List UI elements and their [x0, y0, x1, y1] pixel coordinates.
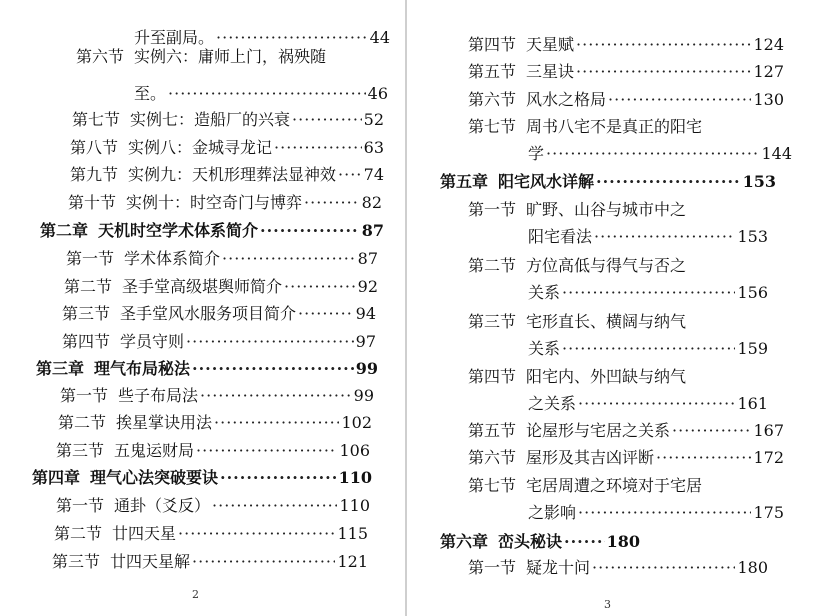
toc-section: 第六章: [440, 532, 489, 551]
toc-page: 180: [606, 532, 640, 551]
toc-entry: [68, 193, 382, 213]
toc-section: 第二节: [468, 256, 517, 275]
toc-page: 115: [337, 524, 368, 543]
leader-dots: [220, 468, 337, 488]
toc-entry: [72, 110, 384, 130]
toc-entry: [468, 256, 686, 276]
toc-entry: [528, 394, 768, 414]
toc-section: 第七节: [72, 110, 121, 129]
toc-title: 关系: [528, 339, 561, 358]
toc-page: 44: [369, 28, 390, 47]
toc-page: 52: [363, 110, 384, 129]
toc-entry: [468, 421, 784, 441]
toc-page: 110: [338, 468, 372, 487]
toc-title: 挨星掌诀用法: [116, 413, 213, 432]
toc-title: 三星诀: [526, 62, 575, 81]
toc-entry: [76, 47, 326, 67]
toc-page: 106: [339, 441, 370, 460]
toc-page: 74: [363, 165, 384, 184]
toc-title: 之关系: [528, 394, 577, 413]
toc-entry: [60, 386, 374, 406]
toc-section: 第三节: [62, 304, 111, 323]
toc-entry: [134, 84, 388, 104]
toc-entry: [468, 62, 784, 82]
toc-entry: [468, 200, 686, 220]
toc-page: 153: [742, 172, 776, 191]
leader-dots: [284, 277, 356, 297]
toc-title: 圣手堂风水服务项目简介: [120, 304, 297, 323]
toc-page: 121: [337, 552, 368, 571]
toc-entry: [62, 304, 376, 324]
toc-title: 些子布局法: [118, 386, 199, 405]
toc-title: 关系: [528, 283, 561, 302]
leader-dots: [578, 503, 751, 523]
leader-dots: [260, 221, 360, 241]
toc-entry: [54, 524, 368, 544]
toc-chapter: [36, 359, 378, 379]
toc-section: 第三节: [468, 312, 517, 331]
leader-dots: [192, 359, 354, 379]
toc-chapter: [40, 221, 384, 241]
toc-page: 87: [357, 249, 378, 268]
toc-entry: [64, 277, 378, 297]
toc-title: 理气布局秘法: [94, 359, 191, 378]
toc-section: 第五节: [468, 421, 517, 440]
toc-section: 第一节: [468, 558, 517, 577]
leader-dots: [304, 193, 360, 213]
leader-dots: [298, 304, 354, 324]
toc-title: 阳宅内、外凹缺与纳气: [526, 367, 687, 386]
toc-entry: [468, 476, 702, 496]
toc-section: 第七节: [468, 117, 517, 136]
toc-chapter: [440, 172, 776, 192]
toc-page: 161: [737, 394, 768, 413]
toc-entry: [468, 117, 702, 137]
toc-section: 第三节: [52, 552, 101, 571]
leader-dots: [564, 532, 605, 552]
toc-section: 第四节: [468, 35, 517, 54]
toc-entry: [528, 503, 784, 523]
toc-title: 方位高低与得气与否之: [526, 256, 687, 275]
toc-title: 学术体系简介: [124, 249, 221, 268]
toc-section: 第五节: [468, 62, 517, 81]
toc-entry: [528, 283, 768, 303]
toc-section: 第二节: [58, 413, 107, 432]
leader-dots: [168, 84, 366, 104]
toc-title: 至。: [134, 84, 167, 103]
toc-title: 风水之格局: [526, 90, 607, 109]
toc-page: 99: [355, 359, 378, 378]
page-number: 3: [604, 598, 611, 611]
toc-section: 第五章: [440, 172, 489, 191]
toc-title: 学: [528, 144, 545, 163]
toc-page: 46: [367, 84, 388, 103]
toc-entry: [468, 35, 784, 55]
toc-page: 110: [339, 496, 370, 515]
toc-title: 宅居周遭之环境对于宅居: [526, 476, 703, 495]
leader-dots: [222, 249, 356, 269]
toc-entry: [52, 552, 368, 572]
toc-entry: [134, 28, 390, 48]
leader-dots: [292, 110, 362, 130]
toc-page: 99: [353, 386, 374, 405]
leader-dots: [338, 165, 362, 185]
toc-section: 第二节: [64, 277, 113, 296]
toc-section: 第二章: [40, 221, 89, 240]
toc-entry: [468, 448, 784, 468]
toc-page: 175: [753, 503, 784, 522]
leader-dots: [274, 138, 362, 158]
toc-title: 学员守则: [120, 332, 185, 351]
toc-entry: [468, 312, 686, 332]
toc-page: 144: [761, 144, 792, 163]
toc-entry: [468, 90, 784, 110]
toc-section: 第七节: [468, 476, 517, 495]
toc-entry: [528, 227, 768, 247]
toc-entry: [70, 165, 384, 185]
leader-dots: [592, 558, 735, 578]
toc-entry: [528, 144, 792, 164]
toc-page: 180: [737, 558, 768, 577]
toc-title: 宅形直长、横阔与纳气: [526, 312, 687, 331]
toc-title: 旷野、山谷与城市中之: [526, 200, 687, 219]
right-page: [408, 0, 816, 616]
leader-dots: [576, 62, 751, 82]
leader-dots: [214, 413, 339, 433]
toc-entry: [468, 558, 768, 578]
toc-section: 第六节: [468, 90, 517, 109]
toc-page: 102: [341, 413, 372, 432]
toc-title: 升至副局。: [134, 28, 215, 47]
toc-page: 127: [753, 62, 784, 81]
toc-entry: [62, 332, 376, 352]
toc-section: 第一节: [468, 200, 517, 219]
toc-entry: [70, 138, 384, 158]
toc-section: 第四节: [62, 332, 111, 351]
toc-entry: [468, 367, 686, 387]
toc-title: 理气心法突破要诀: [90, 468, 219, 487]
toc-page: 87: [361, 221, 384, 240]
leader-dots: [562, 283, 735, 303]
toc-page: 172: [753, 448, 784, 467]
toc-title: 天机时空学术体系简介: [98, 221, 259, 240]
toc-page: 159: [737, 339, 768, 358]
leader-dots: [216, 28, 368, 48]
toc-section: 第四章: [32, 468, 81, 487]
toc-entry: [56, 496, 370, 516]
toc-section: 第三节: [56, 441, 105, 460]
toc-title: 圣手堂高级堪舆师简介: [122, 277, 283, 296]
toc-section: 第三章: [36, 359, 85, 378]
toc-title: 阳宅风水详解: [498, 172, 595, 191]
toc-page: 167: [753, 421, 784, 440]
toc-section: 第四节: [468, 367, 517, 386]
toc-section: 第九节: [70, 165, 119, 184]
toc-page: 92: [357, 277, 378, 296]
leader-dots: [578, 394, 735, 414]
toc-chapter: [440, 532, 640, 552]
toc-page: 156: [737, 283, 768, 302]
leader-dots: [192, 552, 335, 572]
toc-title: 通卦（爻反）: [114, 496, 211, 515]
toc-section: 第十节: [68, 193, 117, 212]
toc-title: 实例十：时空奇门与博弈: [126, 193, 303, 212]
toc-title: 实例八：金城寻龙记: [128, 138, 273, 157]
toc-title: 屋形及其吉凶评断: [526, 448, 655, 467]
toc-section: 第一节: [56, 496, 105, 515]
leader-dots: [596, 172, 741, 192]
toc-section: 第六节: [468, 448, 517, 467]
toc-title: 阳宅看法: [528, 227, 593, 246]
leader-dots: [196, 441, 337, 461]
toc-title: 廿四天星: [112, 524, 177, 543]
toc-title: 峦头秘诀: [498, 532, 563, 551]
leader-dots: [178, 524, 335, 544]
toc-title: 廿四天星解: [110, 552, 191, 571]
leader-dots: [656, 448, 751, 468]
toc-title: 周书八宅不是真正的阳宅: [526, 117, 703, 136]
leader-dots: [576, 35, 751, 55]
toc-title: 之影响: [528, 503, 577, 522]
toc-page: 130: [753, 90, 784, 109]
toc-entry: [56, 441, 370, 461]
leader-dots: [186, 332, 354, 352]
leader-dots: [212, 496, 337, 516]
leader-dots: [608, 90, 751, 110]
leader-dots: [546, 144, 759, 164]
toc-title: 五鬼运财局: [114, 441, 195, 460]
toc-title: 论屋形与宅居之关系: [526, 421, 671, 440]
toc-page: 63: [363, 138, 384, 157]
toc-entry: [528, 339, 768, 359]
toc-title: 实例九：天机形理葬法显神效: [128, 165, 337, 184]
toc-section: 第一节: [60, 386, 109, 405]
toc-title: 天星赋: [526, 35, 575, 54]
toc-section: 第八节: [70, 138, 119, 157]
toc-title: 实例七：造船厂的兴衰: [130, 110, 291, 129]
toc-entry: [58, 413, 372, 433]
toc-section: 第二节: [54, 524, 103, 543]
leader-dots: [672, 421, 751, 441]
toc-page: 124: [753, 35, 784, 54]
toc-title: 疑龙十问: [526, 558, 591, 577]
gutter-divider: [405, 0, 407, 616]
page-number: 2: [192, 588, 199, 601]
leader-dots: [594, 227, 735, 247]
toc-page: 82: [361, 193, 382, 212]
toc-section: 第一节: [66, 249, 115, 268]
toc-page: 153: [737, 227, 768, 246]
toc-title: 实例六：庸师上门，祸殃随: [134, 47, 327, 66]
leader-dots: [200, 386, 352, 406]
toc-entry: [66, 249, 378, 269]
toc-section: 第六节: [76, 47, 125, 66]
leader-dots: [562, 339, 735, 359]
toc-page: 97: [355, 332, 376, 351]
toc-chapter: [32, 468, 372, 488]
toc-page: 94: [355, 304, 376, 323]
